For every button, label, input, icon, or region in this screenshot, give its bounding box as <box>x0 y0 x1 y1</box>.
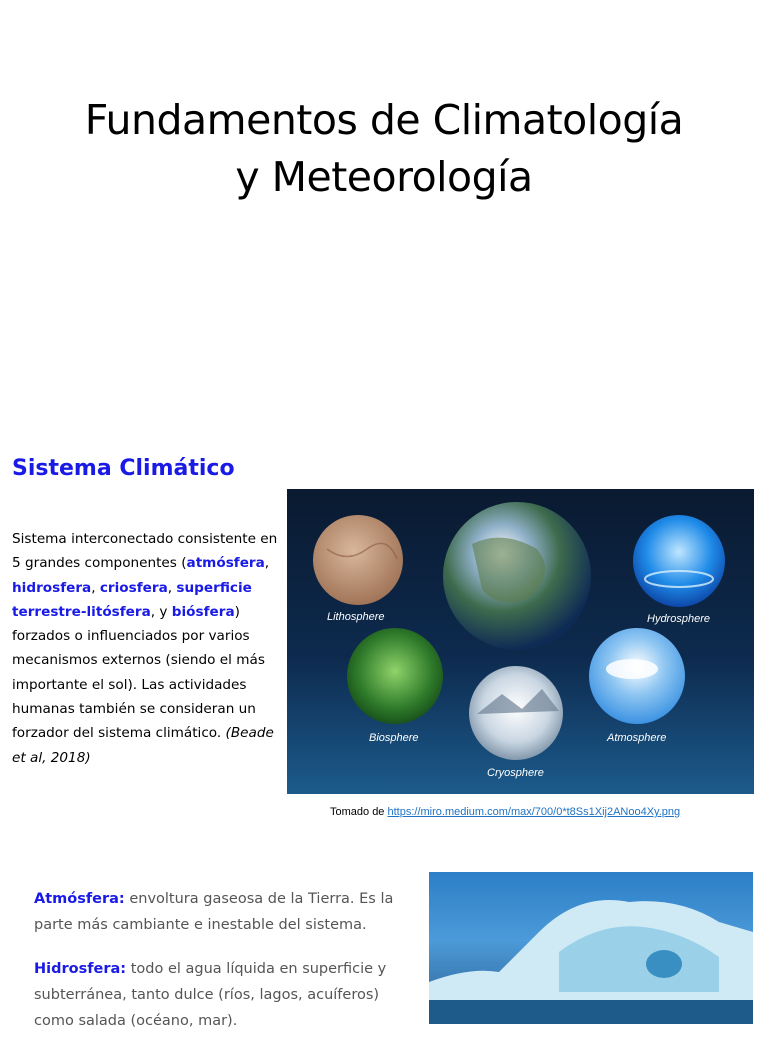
iceberg-illustration <box>429 872 753 1024</box>
label-atmosphere: Atmosphere <box>607 732 667 744</box>
keyword-hidrosfera: hidrosfera <box>12 579 92 596</box>
label-cryosphere: Cryosphere <box>487 767 544 779</box>
definition-hidrosfera <box>34 956 414 1034</box>
title-line-1: Fundamentos de Climatología <box>84 96 684 144</box>
keyword-superficie: superficie terrestre-litósfera <box>12 579 252 620</box>
label-biosphere: Biosphere <box>369 732 419 744</box>
definition-atmosfera <box>34 886 414 938</box>
title-line-2: y Meteorología <box>235 153 533 201</box>
document-title <box>0 92 768 206</box>
ocean-water <box>429 1000 753 1024</box>
section-heading: Sistema Climático <box>12 456 235 481</box>
term-atmosfera: Atmósfera: <box>34 891 125 907</box>
definition-text-hidrosfera: todo el agua líquida en superficie y subterránea, tanto dulce (ríos, lagos, acuíferos) como salada (océano, mar). <box>34 961 387 1029</box>
separator-2: , <box>91 579 100 596</box>
caption-prefix: Tomado de <box>330 806 388 818</box>
keyword-atmosfera: atmósfera <box>186 555 265 572</box>
biosphere-image <box>347 628 443 724</box>
keyword-criosfera: criosfera <box>99 579 168 596</box>
label-hydrosphere: Hydrosphere <box>647 613 710 625</box>
term-hidrosfera: Hidrosfera: <box>34 961 127 977</box>
climate-system-illustration <box>287 489 754 794</box>
hydrosphere-image <box>633 515 725 607</box>
definitions-list <box>34 886 414 1052</box>
separator-3: , <box>167 579 177 596</box>
iceberg-arch <box>646 950 682 978</box>
section-paragraph <box>12 527 287 770</box>
keyword-biosfera: biósfera <box>171 603 235 620</box>
iceberg-photo <box>429 872 753 1024</box>
cloud-shape <box>606 659 658 679</box>
label-lithosphere: Lithosphere <box>327 611 385 623</box>
lithosphere-image <box>313 515 403 605</box>
citation: (Beade et al, 2018) <box>12 725 274 766</box>
definition-text-atmosfera: envoltura gaseosa de la Tierra. Es la parte más cambiante e inestable del sistema. <box>34 891 394 933</box>
climate-system-figure <box>287 489 754 794</box>
separator-1: , <box>264 555 270 572</box>
source-link[interactable]: https://miro.medium.com/max/700/0*t8Ss1Xij2ANoo4Xy.png <box>387 806 681 818</box>
separator-4: , y <box>150 603 172 620</box>
paragraph-text-2: ) forzados o influenciados por varios mecanismos externos (siendo el más importante el sol). Las actividades humanas también se consideran un forzador del sistema climático. <box>12 603 265 742</box>
figure-caption <box>330 806 680 818</box>
paragraph-text-1: Sistema interconectado consistente en 5 grandes componentes ( <box>12 531 278 572</box>
